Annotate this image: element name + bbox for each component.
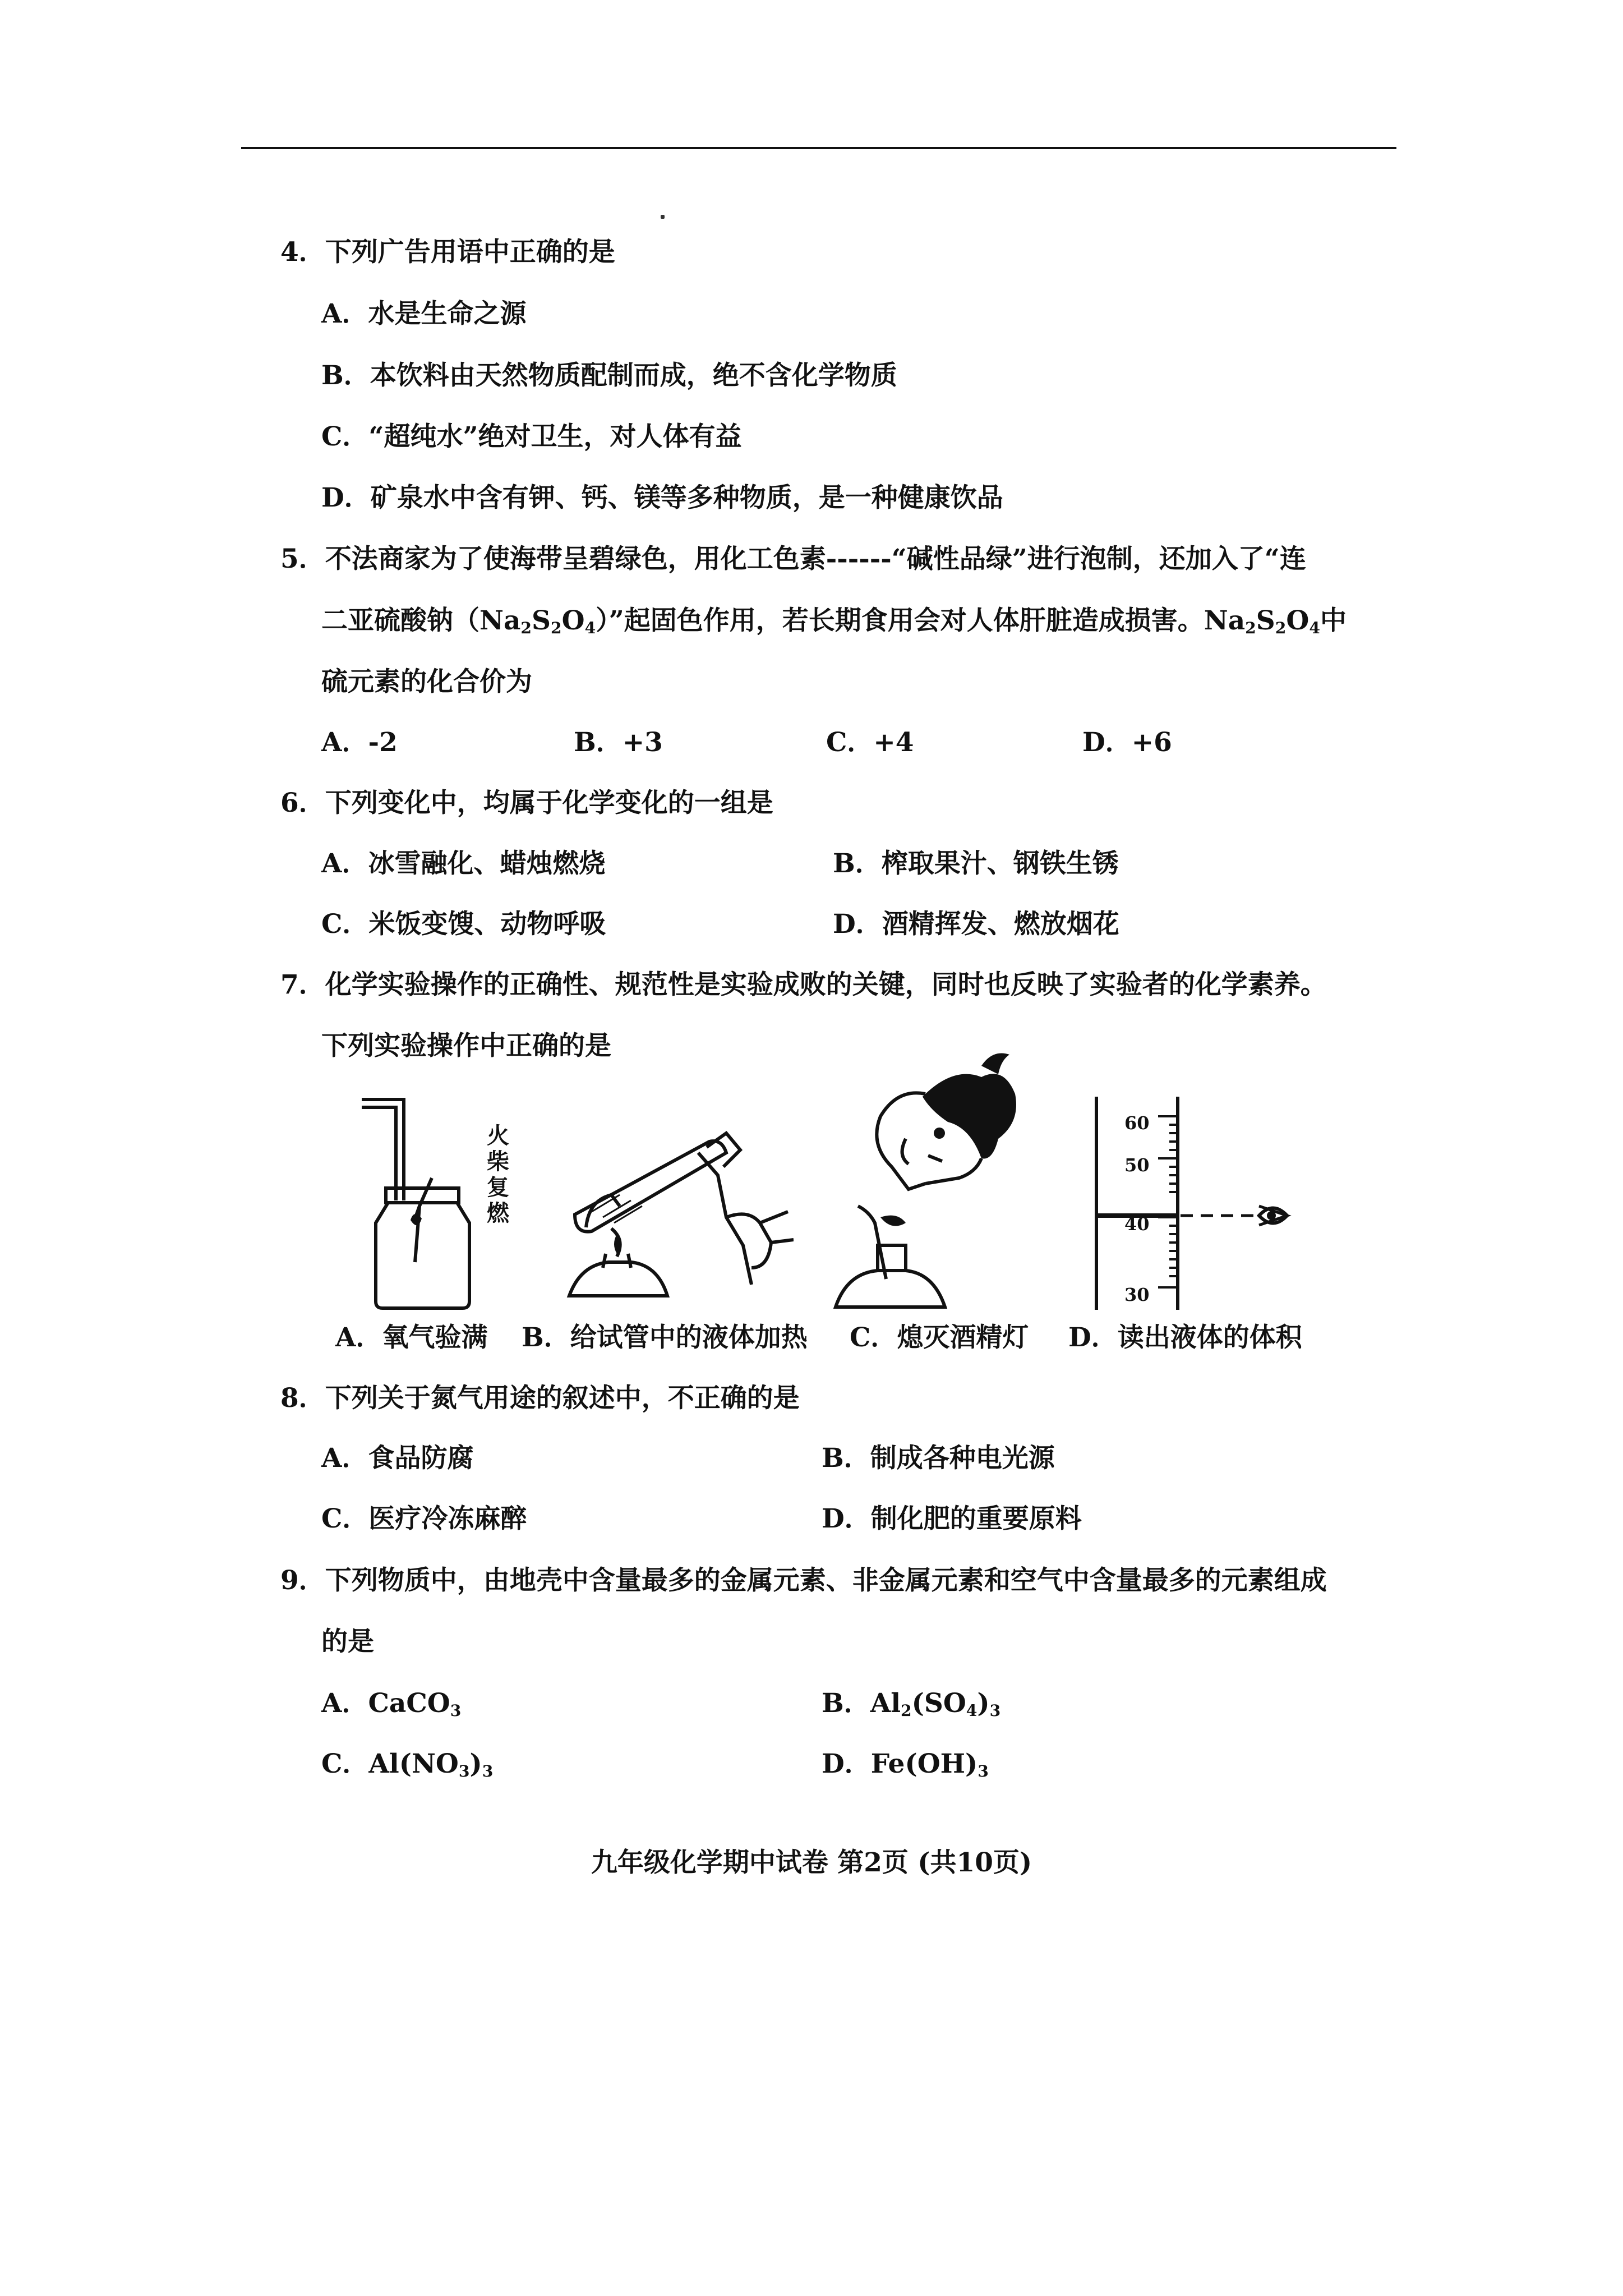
q6-option-c: C．米饭变馊、动物呼吸 <box>321 909 606 940</box>
cylinder-tick-60: 60 <box>1124 1112 1150 1134</box>
q9-option-c: C．$Al(NO_3)_3$ <box>321 1749 494 1781</box>
q7-option-a: A．氧气验满 <box>335 1322 488 1353</box>
q6-option-d: D．酒精挥发、燃放烟花 <box>833 909 1119 940</box>
q4-stem: 4．下列广告用语中正确的是 <box>280 237 615 268</box>
q9-option-b: B．$Al_2(SO_4)_3$ <box>822 1688 1001 1720</box>
q5-option-c: C．+4 <box>826 727 914 758</box>
figure-a-splint-label: 火柴复燃 <box>487 1122 509 1226</box>
q6-option-a: A．冰雪融化、蜡烛燃烧 <box>321 848 606 879</box>
q8-option-b: B．制成各种电光源 <box>822 1443 1055 1474</box>
page-footer: 九年级化学期中试卷 第2页 (共10页) <box>591 1847 1032 1878</box>
scan-speck <box>661 215 665 219</box>
q7-option-d: D．读出液体的体积 <box>1068 1322 1302 1353</box>
q6-option-b: B．榨取果汁、钢铁生锈 <box>833 848 1119 879</box>
q8-option-a: A．食品防腐 <box>321 1443 474 1474</box>
q9-option-d: D．$Fe(OH)_3$ <box>822 1749 989 1781</box>
q4-option-a: A．水是生命之源 <box>321 298 527 329</box>
q9-line1: 9．下列物质中，由地壳中含量最多的金属元素、非金属元素和空气中含量最多的元素组成 <box>280 1565 1327 1596</box>
q5-line1: 5．不法商家为了使海带呈碧绿色，用化工色素------“碱性品绿”进行泡制，还加入了“连 <box>280 544 1306 574</box>
q5-option-d: D．+6 <box>1082 727 1172 758</box>
q5-line2: 二亚硫酸钠$(Na_2S_2O_4)$”起固色作用，若长期食用会对人体肝脏造成损害。$Na_2S_2O_4$中 <box>321 605 1347 638</box>
cylinder-tick-30: 30 <box>1124 1284 1150 1305</box>
header-rule <box>241 147 1396 149</box>
q8-option-d: D．制化肥的重要原料 <box>822 1503 1082 1534</box>
q9-line2: 的是 <box>321 1626 374 1657</box>
q8-option-c: C．医疗冷冻麻醉 <box>321 1503 527 1534</box>
q7-line1: 7．化学实验操作的正确性、规范性是实验成败的关键，同时也反映了实验者的化学素养。 <box>280 969 1327 1000</box>
figure-c-alcohol-lamp-girl <box>813 1043 1026 1313</box>
figure-b-test-tube-heating <box>558 1099 794 1315</box>
q6-stem: 6．下列变化中，均属于化学变化的一组是 <box>280 788 773 818</box>
cylinder-tick-40: 40 <box>1124 1213 1150 1235</box>
q7-option-c: C．熄灭酒精灯 <box>850 1322 1029 1353</box>
q5-option-a: A．-2 <box>321 727 398 758</box>
q7-option-b: B．给试管中的液体加热 <box>522 1322 808 1353</box>
q9-option-a: A．CaCO$_3$ <box>321 1688 462 1720</box>
q8-stem: 8．下列关于氮气用途的叙述中，不正确的是 <box>280 1383 800 1414</box>
q7-line2: 下列实验操作中正确的是 <box>321 1030 611 1061</box>
cylinder-tick-50: 50 <box>1124 1154 1150 1176</box>
q4-option-c: C．“超纯水”绝对卫生，对人体有益 <box>321 421 742 452</box>
q5-line3: 硫元素的化合价为 <box>321 666 532 697</box>
q5-option-b: B．+3 <box>574 727 663 758</box>
q4-option-d: D．矿泉水中含有钾、钙、镁等多种物质，是一种健康饮品 <box>321 482 1003 513</box>
q4-option-b: B．本饮料由天然物质配制而成，绝不含化学物质 <box>321 360 897 391</box>
